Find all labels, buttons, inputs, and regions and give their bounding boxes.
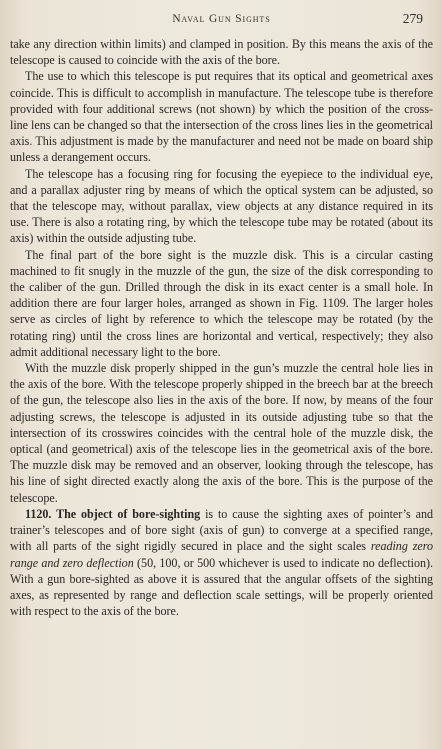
section-text-after-italic: (50, 100, or 500 whichever is used to indicate no deflection). With a gun bore-sighted as above it is assured that the angular offsets of the sighting axes, as represented by range and deflection scale settings, will be properly oriented with respect to the axis of the bore.	[10, 555, 434, 619]
paragraph-telescope-alignment: With the muzzle disk properly shipped in the gun’s muzzle the central hole lies in the axis of the bore. With the telescope properly shipped in the breech bar at the breech of the gun, the telescope also lies in the axis of the bore. If now, by means of the four adjusting screws, the telescope is adjusted in its outside adjusting tube so that the intersection of its crosswires coincides with the central hole of the muzzle disk, the optical (and geometrical) axis of the telescope lies in the geometrical axis of the bore. The muzzle disk may be removed and an observer, looking through the telescope, has his line of sight directed exactly along the axis of the bore. This is the purpose of the telescope.	[10, 361, 433, 505]
page-number: 279	[402, 11, 423, 26]
paragraph-focusing-ring: The telescope has a focusing ring for focusing the eyepiece to the individual eye, and a parallax adjuster ring by means of which the optical system can be adjusted, so that the telescope may, without parallax, view objects at any distance required in its use. There is also a rotating ring, by which the telescope tube may be rotated (about its axis) within the outside adjusting tube.	[10, 166, 433, 246]
paragraph-continuation: take any direction within limits) and clamped in position. By this means the axis of the telescope is caused to coincide with the axis of the bore.	[10, 37, 433, 68]
running-title: Naval Gun Sights	[172, 13, 271, 25]
paragraph-bore-sighting	[10, 506, 433, 619]
paragraph-optical-axes: The use to which this telescope is put requires that its optical and geometrical axes coincide. This is difficult to accomplish in manufacture. The telescope tube is therefore provided with four additional screws (not shown) by which the position of the cross-line lens can be changed so that the intersection of the cross lines lies in the geometrical axis. This adjustment is made by the manufacturer and need not be made on board ship unless a derangement occurs.	[10, 69, 433, 165]
paragraph-muzzle-disk: The final part of the bore sight is the muzzle disk. This is a circular casting machined to fit snugly in the muzzle of the gun, the size of the disk corresponding to the caliber of the gun. Drilled through the disk in its exact center is a small hole. In addition there are four larger holes, arranged as shown in Fig. 1109. The larger holes serve as circles of light by reference to which the telescope may be rotated (by the rotating ring) until the cross lines are horizontal and vertical, respectively; they also admit additional necessary light to the bore.	[10, 247, 433, 359]
running-head	[10, 10, 433, 28]
section-lead-bold: 1120. The object of bore-sighting	[25, 506, 201, 521]
section-italic-phrase: reading zero range and zero deflection	[10, 539, 433, 570]
section-text-before-italic: is to cause the sighting axes of pointer’s and trainer’s telescopes and of bore sight (axis of gun) to converge at a specified range, with all parts of the sight rigidly secured in place and the sight scales	[10, 506, 433, 554]
body-text	[10, 36, 433, 619]
